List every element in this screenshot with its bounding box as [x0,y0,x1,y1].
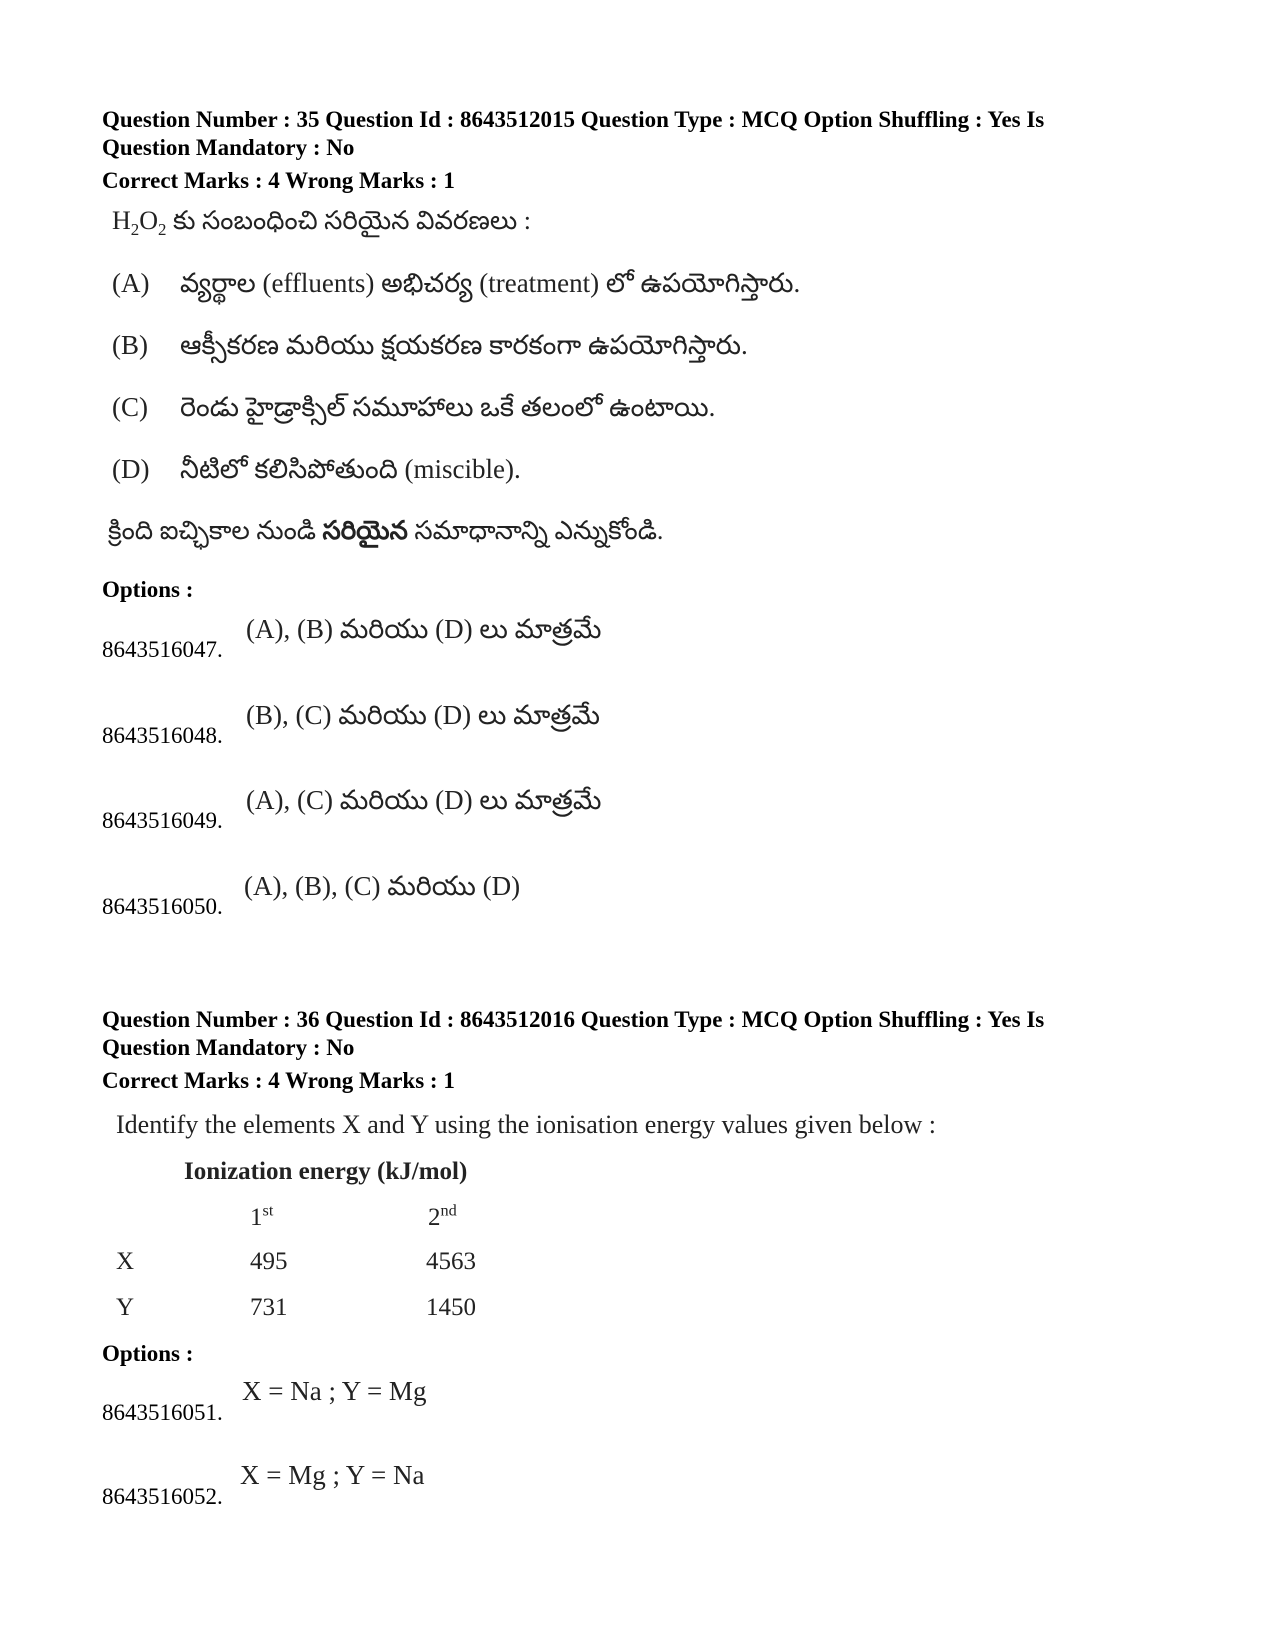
q35-option-2-id: 8643516048. [102,723,223,748]
q36-row-x-label: X [116,1248,135,1275]
q35-option-3-text[interactable]: (A), (C) మరియు (D) లు మాత్రమే [246,785,602,815]
q35-statement-c-letter: (C) [112,392,148,422]
q35-option-1-text[interactable]: (A), (B) మరియు (D) లు మాత్రమే [246,614,602,644]
q35-option-2-text[interactable]: (B), (C) మరియు (D) లు మాత్రమే [246,700,600,730]
q35-instruction-pre: క్రింది ఐచ్ఛికాల నుండి [108,516,323,545]
q36-col2-num: 2 [428,1204,441,1231]
q35-formula-h: H [112,206,131,235]
q36-col2-header [428,1201,457,1232]
q35-option-4-text[interactable]: (A), (B), (C) మరియు (D) [244,871,521,901]
q36-row-y-label: Y [116,1294,135,1321]
q35-header-line1: Question Number : 35 Question Id : 8643512015 Question Type : MCQ Option Shuffling : Yes Is [102,107,1045,132]
q35-instruction-bold: సరియైన [322,516,408,545]
q35-formula-o: O [139,206,159,235]
q35-statement-b-text: ఆక్సీకరణ మరియు క్షయకరణ కారకంగా ఉపయోగిస్తారు. [180,330,748,360]
q35-statement-c-text: రెండు హైడ్రాక్సిల్ సమూహాలు ఒకే తలంలో ఉంటాయి. [180,392,716,422]
q36-row-x-first: 495 [250,1248,288,1275]
q36-options-label: Options : [102,1341,194,1366]
q36-table-title: Ionization energy (kJ/mol) [184,1158,468,1185]
q35-formula-sub1: 2 [130,220,140,240]
q35-statement-a-text: వ్యర్థాల (effluents) అభిచర్య (treatment) లో ఉపయోగిస్తారు. [180,268,801,298]
q36-marks: Correct Marks : 4 Wrong Marks : 1 [102,1068,455,1093]
q36-row-x-second: 4563 [426,1248,476,1275]
q35-option-3-id: 8643516049. [102,808,223,833]
q36-option-2-id: 8643516052. [102,1484,223,1509]
q36-col1-header [250,1201,274,1232]
q35-formula-sub2: 2 [158,220,167,240]
q35-instruction [108,516,663,552]
q36-option-1-id: 8643516051. [102,1400,223,1425]
q35-option-4-id: 8643516050. [102,894,223,919]
q35-instruction-post: సమాధానాన్ని ఎన్నుకోండి. [407,516,664,545]
q36-col1-sup: st [262,1201,274,1220]
q35-statement-d-letter: (D) [112,454,150,484]
q36-header-line1: Question Number : 36 Question Id : 8643512016 Question Type : MCQ Option Shuffling : Yes Is [102,1007,1045,1032]
q35-statement-a-letter: (A) [112,268,150,298]
q36-option-1-text[interactable]: X = Na ; Y = Mg [242,1376,427,1406]
q35-intro-rest: కు సంబంధించి సరియైన వివరణలు : [166,206,531,235]
q35-option-1-id: 8643516047. [102,637,223,662]
q36-row-y-second: 1450 [426,1294,476,1321]
q36-intro: Identify the elements X and Y using the ionisation energy values given below : [116,1110,937,1139]
q35-header-line2: Question Mandatory : No [102,135,355,160]
q35-statement-b-letter: (B) [112,330,148,360]
q35-options-label: Options : [102,577,194,602]
q36-header-line2: Question Mandatory : No [102,1035,355,1060]
q36-row-y-first: 731 [250,1294,288,1321]
q35-intro [112,206,531,242]
q36-option-2-text[interactable]: X = Mg ; Y = Na [240,1460,425,1490]
q36-col2-sup: nd [440,1201,457,1220]
q36-col1-num: 1 [250,1204,263,1231]
q35-statement-d-text: నీటిలో కలిసిపోతుంది (miscible). [180,454,521,484]
q35-marks: Correct Marks : 4 Wrong Marks : 1 [102,168,455,193]
